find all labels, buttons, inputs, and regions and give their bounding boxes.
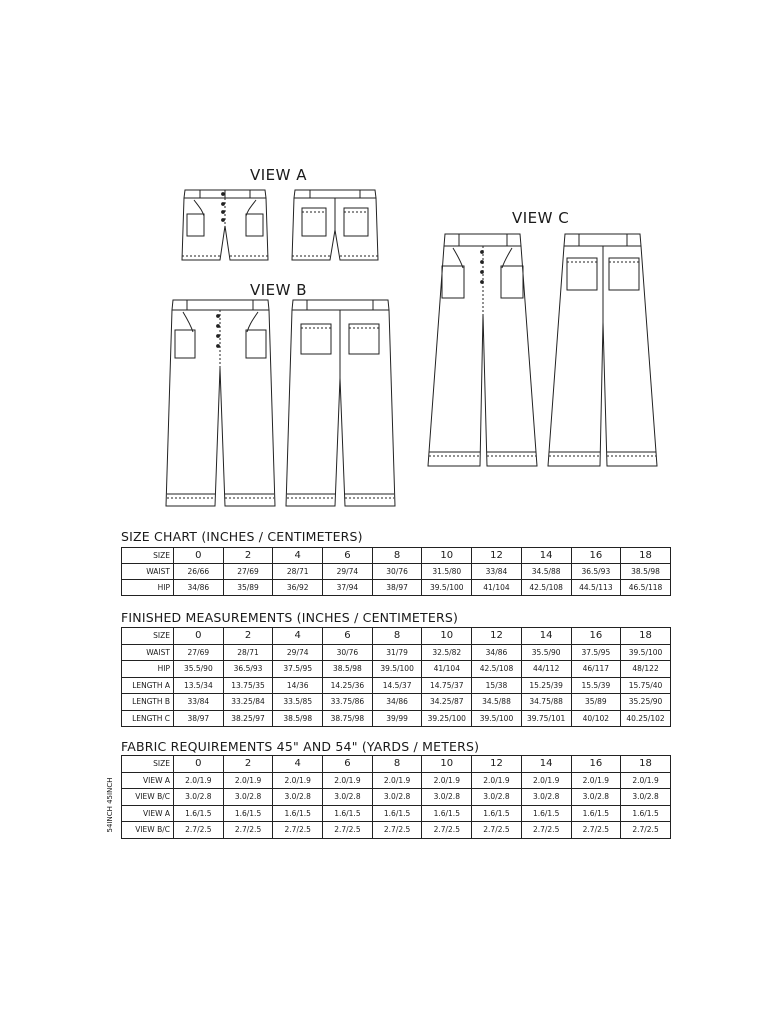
table-cell: 39.5/100 [372,661,422,678]
table-cell: 30/76 [372,564,422,580]
size-header-cell: 4 [273,548,323,564]
table-cell: 2.7/2.5 [372,822,422,839]
table-cell: 1.6/1.5 [571,805,621,822]
table-cell: 31/79 [372,644,422,661]
table-cell: 2.0/1.9 [323,772,373,789]
size-header-cell: 2 [223,628,273,645]
row-label: WAIST [122,564,174,580]
row-label: VIEW B/C [122,789,174,806]
table-cell: 40/102 [571,710,621,727]
table-row [122,789,671,806]
fabric-requirements-title: FABRIC REQUIREMENTS 45" AND 54" (YARDS / METERS) [121,739,480,754]
table-cell: 27/69 [174,644,224,661]
table-cell: 1.6/1.5 [174,805,224,822]
table-cell: 33/84 [472,564,522,580]
table-cell: 41/104 [422,661,472,678]
row-label: SIZE [122,628,174,645]
size-header-cell: 4 [273,756,323,773]
table-cell: 42.5/108 [521,580,571,596]
table-cell: 3.0/2.8 [273,789,323,806]
size-header-cell: 10 [422,548,472,564]
view-c-back-drawing [545,232,660,470]
table-row [122,677,671,694]
table-row [122,710,671,727]
size-header-cell: 4 [273,628,323,645]
table-cell: 39.25/100 [422,710,472,727]
table-cell: 3.0/2.8 [323,789,373,806]
size-header-cell: 0 [174,628,224,645]
table-cell: 2.7/2.5 [472,822,522,839]
view-b-label: VIEW B [250,281,308,299]
size-header-cell: 10 [422,628,472,645]
size-header-cell: 12 [472,756,522,773]
table-cell: 34/86 [472,644,522,661]
finished-measurements-table [121,627,671,727]
table-cell: 34.75/88 [521,694,571,711]
table-cell: 26/66 [174,564,224,580]
table-cell: 14/36 [273,677,323,694]
table-cell: 33.5/85 [273,694,323,711]
table-row [122,772,671,789]
row-label: HIP [122,661,174,678]
table-cell: 14.75/37 [422,677,472,694]
size-header-cell: 8 [372,756,422,773]
table-cell: 35/89 [223,580,273,596]
size-header-cell: 6 [323,548,373,564]
fabric-requirements-table [121,755,671,839]
table-cell: 37/94 [323,580,373,596]
table-cell: 34/86 [372,694,422,711]
table-cell: 48/122 [621,661,671,678]
table-cell: 35.25/90 [621,694,671,711]
size-header-cell: 12 [472,628,522,645]
table-cell: 34.5/88 [521,564,571,580]
table-cell: 15.5/39 [571,677,621,694]
table-row [122,564,671,580]
table-cell: 2.0/1.9 [472,772,522,789]
size-chart-table [121,547,671,596]
table-cell: 38.75/98 [323,710,373,727]
table-cell: 44/112 [521,661,571,678]
size-header-cell: 18 [621,628,671,645]
row-label: VIEW B/C [122,822,174,839]
table-row [122,580,671,596]
view-a-back-drawing [290,188,380,264]
row-label: LENGTH C [122,710,174,727]
table-cell: 28/71 [223,644,273,661]
table-cell: 38.25/97 [223,710,273,727]
table-cell: 14.5/37 [372,677,422,694]
table-cell: 2.0/1.9 [422,772,472,789]
finished-measurements-title: FINISHED MEASUREMENTS (INCHES / CENTIMETERS) [121,610,459,625]
table-cell: 2.0/1.9 [621,772,671,789]
table-cell: 3.0/2.8 [621,789,671,806]
table-cell: 33.75/86 [323,694,373,711]
table-cell: 2.0/1.9 [174,772,224,789]
table-cell: 29/74 [273,644,323,661]
row-label: SIZE [122,756,174,773]
table-cell: 3.0/2.8 [223,789,273,806]
table-cell: 38/97 [372,580,422,596]
table-cell: 1.6/1.5 [521,805,571,822]
size-header-cell: 18 [621,756,671,773]
table-cell: 44.5/113 [571,580,621,596]
table-cell: 34.25/87 [422,694,472,711]
table-cell: 42.5/108 [472,661,522,678]
table-cell: 3.0/2.8 [521,789,571,806]
table-cell: 36.5/93 [571,564,621,580]
size-header-row [122,548,671,564]
size-header-row [122,756,671,773]
size-header-cell: 10 [422,756,472,773]
table-row [122,694,671,711]
size-header-cell: 6 [323,756,373,773]
table-cell: 1.6/1.5 [422,805,472,822]
size-header-cell: 0 [174,548,224,564]
table-cell: 39.5/100 [621,644,671,661]
table-cell: 13.75/35 [223,677,273,694]
view-a-label: VIEW A [250,166,308,184]
size-header-cell: 8 [372,628,422,645]
table-row [122,805,671,822]
size-header-cell: 2 [223,548,273,564]
table-cell: 35.5/90 [521,644,571,661]
view-c-label: VIEW C [512,209,570,227]
table-cell: 31.5/80 [422,564,472,580]
size-header-cell: 16 [571,628,621,645]
table-cell: 27/69 [223,564,273,580]
table-cell: 30/76 [323,644,373,661]
table-cell: 40.25/102 [621,710,671,727]
table-cell: 41/104 [472,580,522,596]
fabric-width-side-label: 54INCH 45INCH [106,777,114,833]
table-cell: 2.0/1.9 [223,772,273,789]
table-cell: 2.7/2.5 [223,822,273,839]
table-cell: 3.0/2.8 [174,789,224,806]
table-cell: 46/117 [571,661,621,678]
size-chart-title: SIZE CHART (INCHES / CENTIMETERS) [121,529,363,544]
table-cell: 2.7/2.5 [521,822,571,839]
table-cell: 38.5/98 [621,564,671,580]
table-cell: 3.0/2.8 [472,789,522,806]
row-label: LENGTH A [122,677,174,694]
table-cell: 39.5/100 [422,580,472,596]
table-cell: 29/74 [323,564,373,580]
table-cell: 1.6/1.5 [372,805,422,822]
size-header-cell: 16 [571,548,621,564]
table-cell: 2.7/2.5 [571,822,621,839]
table-cell: 38.5/98 [323,661,373,678]
table-cell: 13.5/34 [174,677,224,694]
size-header-cell: 2 [223,756,273,773]
table-cell: 33/84 [174,694,224,711]
row-label: HIP [122,580,174,596]
table-cell: 2.7/2.5 [621,822,671,839]
table-cell: 3.0/2.8 [422,789,472,806]
table-cell: 33.25/84 [223,694,273,711]
table-cell: 28/71 [273,564,323,580]
size-header-cell: 18 [621,548,671,564]
table-cell: 2.0/1.9 [273,772,323,789]
table-cell: 39/99 [372,710,422,727]
table-cell: 38/97 [174,710,224,727]
table-cell: 15.75/40 [621,677,671,694]
size-header-cell: 0 [174,756,224,773]
table-row [122,644,671,661]
size-header-row [122,628,671,645]
table-cell: 2.0/1.9 [372,772,422,789]
row-label: LENGTH B [122,694,174,711]
row-label: WAIST [122,644,174,661]
table-cell: 36.5/93 [223,661,273,678]
table-cell: 1.6/1.5 [323,805,373,822]
table-cell: 1.6/1.5 [273,805,323,822]
table-cell: 35/89 [571,694,621,711]
table-cell: 35.5/90 [174,661,224,678]
table-cell: 38.5/98 [273,710,323,727]
table-cell: 32.5/82 [422,644,472,661]
row-label: VIEW A [122,805,174,822]
table-cell: 14.25/36 [323,677,373,694]
row-label: VIEW A [122,772,174,789]
table-row [122,661,671,678]
table-cell: 34/86 [174,580,224,596]
size-header-cell: 14 [521,756,571,773]
table-cell: 37.5/95 [571,644,621,661]
table-cell: 15.25/39 [521,677,571,694]
table-cell: 1.6/1.5 [621,805,671,822]
table-cell: 39.5/100 [472,710,522,727]
view-b-back-drawing [283,298,398,510]
table-cell: 15/38 [472,677,522,694]
table-cell: 46.5/118 [621,580,671,596]
table-cell: 2.7/2.5 [422,822,472,839]
table-cell: 2.7/2.5 [273,822,323,839]
table-cell: 36/92 [273,580,323,596]
table-cell: 34.5/88 [472,694,522,711]
view-c-front-drawing [425,232,540,470]
table-cell: 1.6/1.5 [472,805,522,822]
table-cell: 1.6/1.5 [223,805,273,822]
size-header-cell: 14 [521,628,571,645]
row-label: SIZE [122,548,174,564]
table-cell: 3.0/2.8 [372,789,422,806]
size-header-cell: 12 [472,548,522,564]
table-cell: 2.7/2.5 [323,822,373,839]
table-cell: 2.7/2.5 [174,822,224,839]
size-header-cell: 16 [571,756,621,773]
view-a-front-drawing [180,188,270,264]
table-cell: 2.0/1.9 [571,772,621,789]
size-header-cell: 8 [372,548,422,564]
table-cell: 3.0/2.8 [571,789,621,806]
table-cell: 39.75/101 [521,710,571,727]
view-b-front-drawing [163,298,278,510]
table-cell: 2.0/1.9 [521,772,571,789]
size-header-cell: 6 [323,628,373,645]
table-row [122,822,671,839]
size-header-cell: 14 [521,548,571,564]
table-cell: 37.5/95 [273,661,323,678]
